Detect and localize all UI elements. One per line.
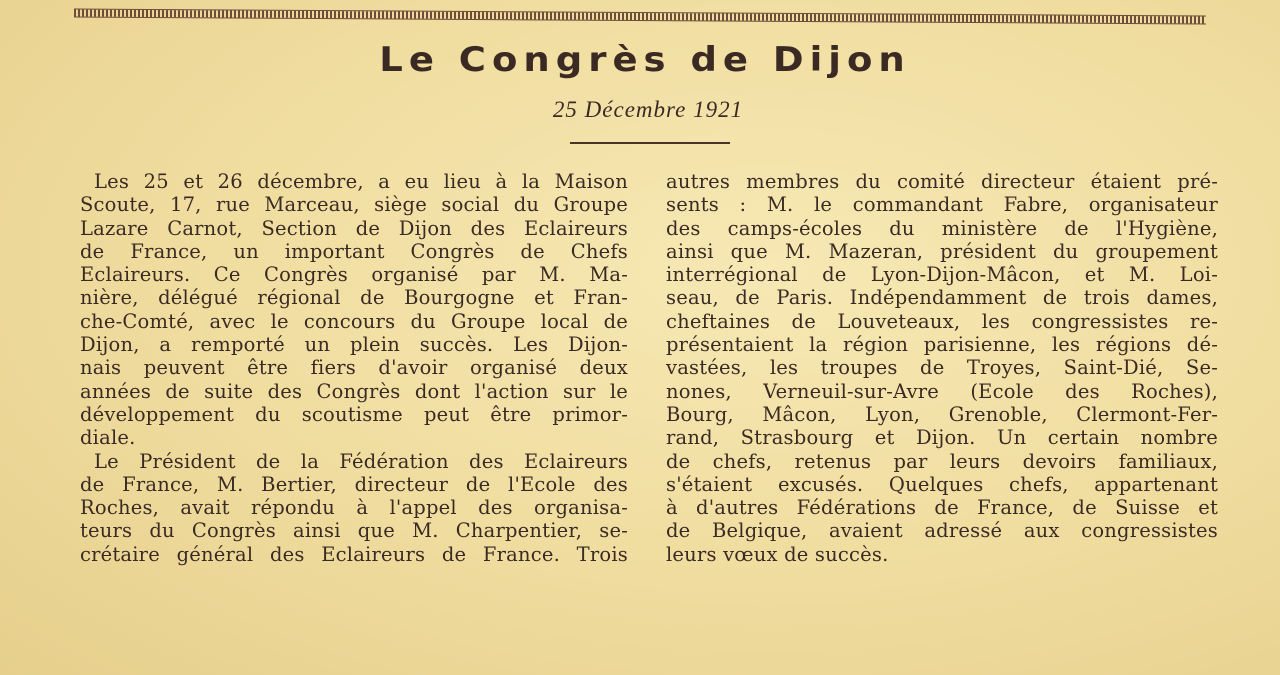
text-line: des camps-écoles du ministère de l'Hygiène, [666, 216, 1218, 240]
text-line: Lazare Carnot, Section de Dijon des Eclaireurs [80, 216, 628, 240]
text-line: nones, Verneuil-sur-Avre (Ecole des Roches), [666, 379, 1218, 403]
text-line: crétaire général des Eclaireurs de France. Trois [80, 542, 628, 566]
text-line: interrégional de Lyon-Dijon-Mâcon, et M. Loi- [666, 263, 1218, 287]
text-line: che-Comté, avec le concours du Groupe local de [80, 309, 628, 333]
text-line: seau, de Paris. Indépendamment de trois dames, [666, 286, 1218, 310]
text-line: autres membres du comité directeur étaient pré- [666, 170, 1218, 193]
text-line: Eclaireurs. Ce Congrès organisé par M. Ma- [80, 263, 628, 287]
text-line: diale. [80, 426, 136, 450]
text-line: nière, délégué régional de Bourgogne et Fran- [80, 286, 628, 310]
decorative-border [74, 9, 1206, 25]
text-line: Scoute, 17, rue Marceau, siège social du Groupe [80, 193, 628, 217]
text-line: Le Président de la Fédération des Eclaireurs [94, 449, 628, 473]
text-line: rand, Strasbourg et Dijon. Un certain nombre [666, 426, 1218, 450]
text-line: Roches, avait répondu à l'appel des organisa- [80, 496, 628, 520]
text-line: Dijon, a remporté un plein succès. Les Dijon- [80, 333, 628, 357]
text-line: de France, un important Congrès de Chefs [80, 239, 628, 263]
text-line: développement du scoutisme peut être primor- [80, 402, 628, 426]
text-line: cheftaines de Louveteaux, les congressistes re- [666, 309, 1218, 333]
text-line: teurs du Congrès ainsi que M. Charpentier, se- [80, 519, 628, 543]
text-line: Bourg, Mâcon, Lyon, Grenoble, Clermont-Fer- [666, 402, 1218, 426]
text-line: vastées, les troupes de Troyes, Saint-Dié, Se- [666, 356, 1218, 380]
text-line: leurs vœux de succès. [666, 542, 889, 566]
text-line: Les 25 et 26 décembre, a eu lieu à la Maison [94, 170, 628, 193]
title-divider [570, 142, 730, 144]
text-line: ainsi que M. Mazeran, président du groupement [666, 239, 1218, 263]
text-column-right [666, 170, 1218, 566]
text-line: de chefs, retenus par leurs devoirs familiaux, [666, 449, 1218, 473]
text-line: de France, M. Bertier, directeur de l'Ecole des [80, 472, 628, 496]
article-title: Le Congrès de Dijon [379, 39, 911, 80]
text-line: présentaient la région parisienne, les régions dé- [666, 333, 1218, 357]
text-column-left [80, 170, 628, 566]
text-line: s'étaient excusés. Quelques chefs, appartenant [666, 472, 1218, 496]
text-line: nais peuvent être fiers d'avoir organisé deux [80, 356, 628, 380]
text-line: sents : M. le commandant Fabre, organisateur [666, 193, 1218, 217]
text-line: à d'autres Fédérations de France, de Suisse et [666, 496, 1218, 520]
article-date: 25 Décembre 1921 [552, 97, 744, 122]
text-line: années de suite des Congrès dont l'action sur le [80, 379, 628, 403]
text-line: de Belgique, avaient adressé aux congressistes [666, 519, 1218, 543]
